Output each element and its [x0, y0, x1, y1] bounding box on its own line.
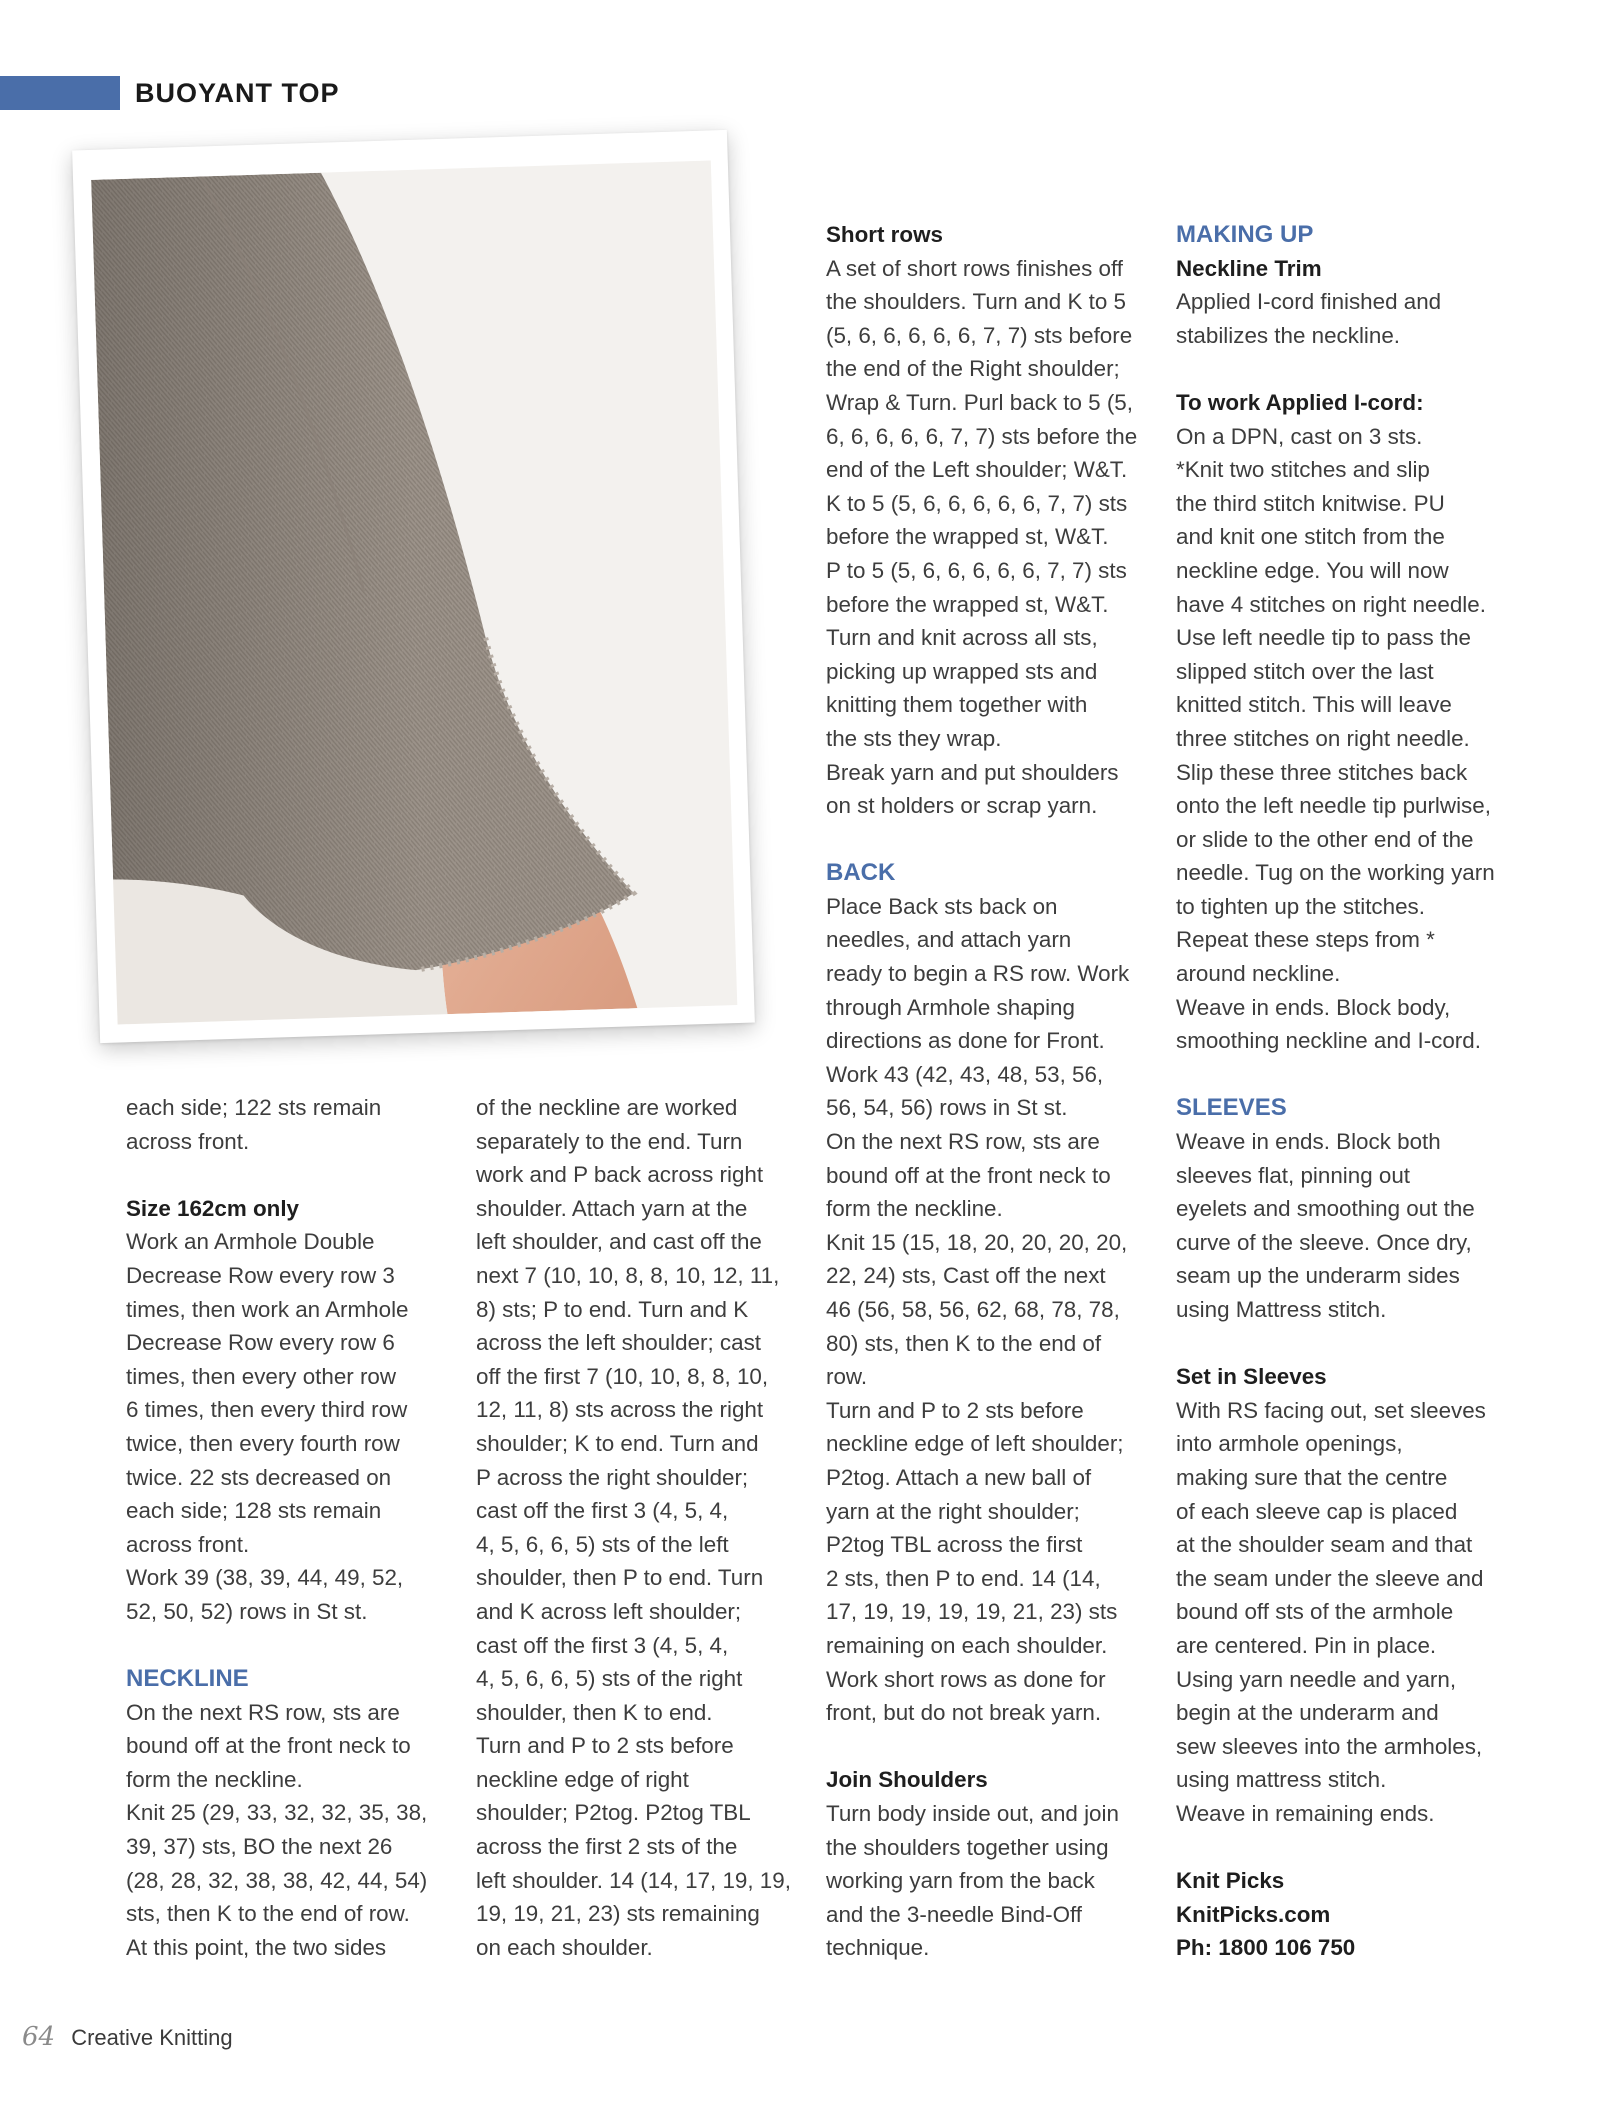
- text-line: technique.: [826, 1935, 930, 1961]
- text-line: 4, 5, 6, 6, 5) sts of the right: [476, 1666, 743, 1692]
- text-line: front, but do not break yarn.: [826, 1700, 1102, 1726]
- text-line: directions as done for Front.: [826, 1028, 1105, 1054]
- text-column-3: [826, 218, 1156, 1965]
- text-line: Using yarn needle and yarn,: [1176, 1666, 1457, 1692]
- knit-sleeve-illustration: [91, 160, 737, 1024]
- text-line: have 4 stitches on right needle.: [1176, 591, 1486, 617]
- text-line: (28, 28, 32, 38, 38, 42, 44, 54): [126, 1867, 428, 1893]
- text-line: K to 5 (5, 6, 6, 6, 6, 6, 7, 7) sts: [826, 490, 1128, 516]
- subheading: Neckline Trim: [1176, 255, 1322, 281]
- text-line: Weave in remaining ends.: [1176, 1800, 1435, 1826]
- text-line: 17, 19, 19, 19, 19, 21, 23) sts: [826, 1599, 1118, 1625]
- subheading: Short rows: [826, 222, 943, 247]
- text-line: 56, 54, 56) rows in St st.: [826, 1095, 1068, 1121]
- text-line: curve of the sleeve. Once dry,: [1176, 1229, 1472, 1255]
- text-line: knitted stitch. This will leave: [1176, 692, 1452, 718]
- text-line: eyelets and smoothing out the: [1176, 1196, 1475, 1222]
- text-line: across the left shoulder; cast: [476, 1330, 761, 1356]
- publication-name: Creative Knitting: [71, 2025, 233, 2050]
- text-line: Work 43 (42, 43, 48, 53, 56,: [826, 1061, 1104, 1087]
- text-line: 80) sts, then K to the end of: [826, 1330, 1102, 1356]
- text-line: Turn and P to 2 sts before: [476, 1733, 734, 1759]
- text-line: on each shoulder.: [476, 1934, 653, 1960]
- text-line: slipped stitch over the last: [1176, 658, 1434, 684]
- text-line: On the next RS row, sts are: [126, 1699, 400, 1725]
- page-footer: [22, 2022, 233, 2052]
- text-line: into armhole openings,: [1176, 1431, 1403, 1457]
- text-column-2: [476, 1091, 806, 1964]
- text-column-1: [126, 1091, 456, 1964]
- text-line: Applied I-cord finished and: [1176, 289, 1442, 315]
- text-line: On the next RS row, sts are: [826, 1129, 1100, 1155]
- text-line: 6, 6, 6, 6, 6, 7, 7) sts before the: [826, 423, 1138, 449]
- text-line: the sts they wrap.: [826, 725, 1002, 751]
- text-line: the end of the Right shoulder;: [826, 356, 1120, 382]
- text-line: 8) sts; P to end. Turn and K: [476, 1296, 749, 1322]
- spacer: [1176, 1327, 1506, 1361]
- text-line: Wrap & Turn. Purl back to 5 (5,: [826, 389, 1133, 415]
- text-line: each side; 122 sts remain: [126, 1095, 382, 1120]
- text-line: and knit one stitch from the: [1176, 524, 1445, 550]
- spacer: [126, 1158, 456, 1192]
- text-line: neckline edge. You will now: [1176, 557, 1449, 583]
- text-line: 52, 50, 52) rows in St st.: [126, 1598, 368, 1624]
- text-line: twice, then every fourth row: [126, 1430, 400, 1456]
- text-line: at the shoulder seam and that: [1176, 1532, 1473, 1558]
- section-heading: BACK: [826, 859, 896, 887]
- text-line: Turn body inside out, and join: [826, 1800, 1119, 1826]
- page-number: 64: [22, 2022, 56, 2052]
- text-line: shoulder; P2tog. P2tog TBL: [476, 1800, 751, 1826]
- text-line: separately to the end. Turn: [476, 1128, 743, 1154]
- text-line: 2 sts, then P to end. 14 (14,: [826, 1565, 1101, 1591]
- text-line: Work short rows as done for: [826, 1666, 1106, 1692]
- text-line: On a DPN, cast on 3 sts.: [1176, 423, 1423, 449]
- text-line: Decrease Row every row 6: [126, 1330, 395, 1356]
- text-line: *Knit two stitches and slip: [1176, 457, 1430, 483]
- text-line: P to 5 (5, 6, 6, 6, 6, 6, 7, 7) sts: [826, 557, 1127, 583]
- text-line: three stitches on right needle.: [1176, 725, 1470, 751]
- text-line: With RS facing out, set sleeves: [1176, 1397, 1486, 1423]
- text-line: neckline edge of left shoulder;: [826, 1431, 1124, 1457]
- text-line: Repeat these steps from *: [1176, 927, 1435, 953]
- text-line: Turn and P to 2 sts before: [826, 1397, 1084, 1423]
- text-line: begin at the underarm and: [1176, 1700, 1439, 1726]
- text-line: ready to begin a RS row. Work: [826, 961, 1130, 987]
- text-line: shoulder. Attach yarn at the: [476, 1195, 748, 1221]
- text-line: across front.: [126, 1531, 250, 1557]
- text-line: twice. 22 sts decreased on: [126, 1464, 392, 1490]
- text-line: Place Back sts back on: [826, 893, 1058, 919]
- text-line: are centered. Pin in place.: [1176, 1632, 1437, 1658]
- page-title: BUOYANT TOP: [135, 78, 340, 108]
- text-line: times, then every other row: [126, 1363, 397, 1389]
- text-line: row.: [826, 1364, 868, 1390]
- text-line: the third stitch knitwise. PU: [1176, 490, 1445, 516]
- text-line: yarn at the right shoulder;: [826, 1498, 1080, 1524]
- text-line: 19, 19, 21, 23) sts remaining: [476, 1901, 760, 1927]
- section-heading: NECKLINE: [126, 1665, 249, 1693]
- section-heading: SLEEVES: [1176, 1094, 1287, 1122]
- text-line: bound off sts of the armhole: [1176, 1599, 1454, 1625]
- text-line: Work an Armhole Double: [126, 1229, 375, 1255]
- text-line: At this point, the two sides: [126, 1934, 387, 1960]
- text-line: the seam under the sleeve and: [1176, 1565, 1484, 1591]
- spacer: [126, 1629, 456, 1663]
- text-line: 46 (56, 58, 56, 62, 68, 78, 78,: [826, 1297, 1120, 1322]
- text-line: Work 39 (38, 39, 44, 49, 52,: [126, 1565, 404, 1591]
- text-line: through Armhole shaping: [826, 994, 1075, 1020]
- text-line: 22, 24) sts, Cast off the next: [826, 1263, 1106, 1289]
- text-line: Break yarn and put shoulders: [826, 759, 1119, 785]
- text-line: working yarn from the back: [826, 1868, 1095, 1894]
- text-line: P2tog. Attach a new ball of: [826, 1464, 1092, 1490]
- text-line: before the wrapped st, W&T.: [826, 524, 1109, 550]
- text-line: form the neckline.: [826, 1196, 1003, 1222]
- text-line: off the first 7 (10, 10, 8, 8, 10,: [476, 1363, 769, 1389]
- spacer: [1176, 1831, 1506, 1865]
- text-line: cast off the first 3 (4, 5, 4,: [476, 1498, 729, 1524]
- text-line: making sure that the centre: [1176, 1464, 1448, 1490]
- subheading: Size 162cm only: [126, 1195, 299, 1221]
- text-line: work and P back across right: [476, 1162, 764, 1188]
- text-line: sts, then K to the end of row.: [126, 1901, 410, 1927]
- text-line: shoulder, then P to end. Turn: [476, 1565, 764, 1591]
- text-line: before the wrapped st, W&T.: [826, 591, 1109, 617]
- text-line: P2tog TBL across the first: [826, 1532, 1083, 1558]
- text-line: or slide to the other end of the: [1176, 826, 1474, 852]
- text-line: bound off at the front neck to: [126, 1733, 411, 1759]
- text-line: needle. Tug on the working yarn: [1176, 860, 1495, 886]
- text-line: left shoulder. 14 (14, 17, 19, 19,: [476, 1867, 791, 1893]
- text-line: left shoulder, and cast off the: [476, 1229, 762, 1255]
- text-line: knitting them together with: [826, 692, 1088, 718]
- text-line: cast off the first 3 (4, 5, 4,: [476, 1632, 729, 1658]
- text-column-4: [1176, 218, 1506, 1965]
- text-line: around neckline.: [1176, 961, 1341, 987]
- text-line: form the neckline.: [126, 1766, 303, 1792]
- text-line: the shoulders. Turn and K to 5: [826, 289, 1126, 315]
- text-line: stabilizes the neckline.: [1176, 322, 1401, 348]
- text-line: sleeves flat, pinning out: [1176, 1162, 1411, 1188]
- text-line: Weave in ends. Block body,: [1176, 994, 1451, 1020]
- text-line: using mattress stitch.: [1176, 1767, 1387, 1793]
- text-line: the shoulders together using: [826, 1834, 1109, 1860]
- text-line: and the 3-needle Bind-Off: [826, 1901, 1083, 1927]
- header-accent-bar: [0, 76, 120, 110]
- spacer: [1176, 1058, 1506, 1092]
- text-line: shoulder; K to end. Turn and: [476, 1430, 759, 1456]
- text-line: end of the Left shoulder; W&T.: [826, 457, 1128, 483]
- text-line: sew sleeves into the armholes,: [1176, 1733, 1483, 1759]
- garment-photo: [91, 160, 737, 1024]
- text-line: using Mattress stitch.: [1176, 1297, 1387, 1322]
- text-line: of each sleeve cap is placed: [1176, 1498, 1458, 1524]
- spacer: [826, 823, 1156, 857]
- text-line: next 7 (10, 10, 8, 8, 10, 12, 11,: [476, 1262, 780, 1288]
- text-line: bound off at the front neck to: [826, 1162, 1111, 1188]
- text-line: each side; 128 sts remain: [126, 1498, 382, 1524]
- subheading: Ph: 1800 106 750: [1176, 1935, 1356, 1961]
- subheading: Knit Picks: [1176, 1868, 1285, 1894]
- text-line: Use left needle tip to pass the: [1176, 625, 1471, 651]
- subheading: Join Shoulders: [826, 1767, 988, 1793]
- text-line: seam up the underarm sides: [1176, 1263, 1460, 1289]
- spacer: [1176, 352, 1506, 386]
- text-line: neckline edge of right: [476, 1766, 689, 1792]
- text-line: Knit 15 (15, 18, 20, 20, 20, 20,: [826, 1229, 1128, 1255]
- text-line: 12, 11, 8) sts across the right: [476, 1397, 764, 1423]
- text-line: and K across left shoulder;: [476, 1598, 742, 1624]
- text-line: 6 times, then every third row: [126, 1397, 408, 1423]
- text-line: Turn and knit across all sts,: [826, 625, 1098, 651]
- subheading: Set in Sleeves: [1176, 1364, 1327, 1390]
- text-line: Knit 25 (29, 33, 32, 32, 35, 38,: [126, 1800, 428, 1826]
- text-line: of the neckline are worked: [476, 1095, 738, 1120]
- text-line: (5, 6, 6, 6, 6, 6, 7, 7) sts before: [826, 322, 1133, 348]
- text-line: P across the right shoulder;: [476, 1464, 749, 1490]
- section-heading: MAKING UP: [1176, 221, 1314, 248]
- text-line: Slip these three stitches back: [1176, 759, 1468, 785]
- subheading: To work Applied I-cord:: [1176, 389, 1424, 415]
- photo-frame: [72, 130, 755, 1043]
- spacer: [826, 1730, 1156, 1764]
- subheading: KnitPicks.com: [1176, 1901, 1331, 1927]
- text-line: times, then work an Armhole: [126, 1296, 409, 1322]
- text-line: across the first 2 sts of the: [476, 1834, 738, 1860]
- text-line: to tighten up the stitches.: [1176, 893, 1425, 919]
- text-line: picking up wrapped sts and: [826, 658, 1098, 684]
- text-line: needles, and attach yarn: [826, 927, 1072, 953]
- text-line: shoulder, then K to end.: [476, 1699, 713, 1725]
- text-line: onto the left needle tip purlwise,: [1176, 793, 1491, 819]
- text-line: Decrease Row every row 3: [126, 1262, 395, 1288]
- text-line: on st holders or scrap yarn.: [826, 793, 1098, 819]
- text-line: Weave in ends. Block both: [1176, 1129, 1441, 1155]
- text-line: 39, 37) sts, BO the next 26: [126, 1834, 393, 1860]
- text-line: remaining on each shoulder.: [826, 1632, 1108, 1658]
- text-line: 4, 5, 6, 6, 5) sts of the left: [476, 1531, 729, 1557]
- text-line: smoothing neckline and I-cord.: [1176, 1028, 1481, 1054]
- text-line: A set of short rows finishes off: [826, 255, 1124, 281]
- text-line: across front.: [126, 1128, 250, 1154]
